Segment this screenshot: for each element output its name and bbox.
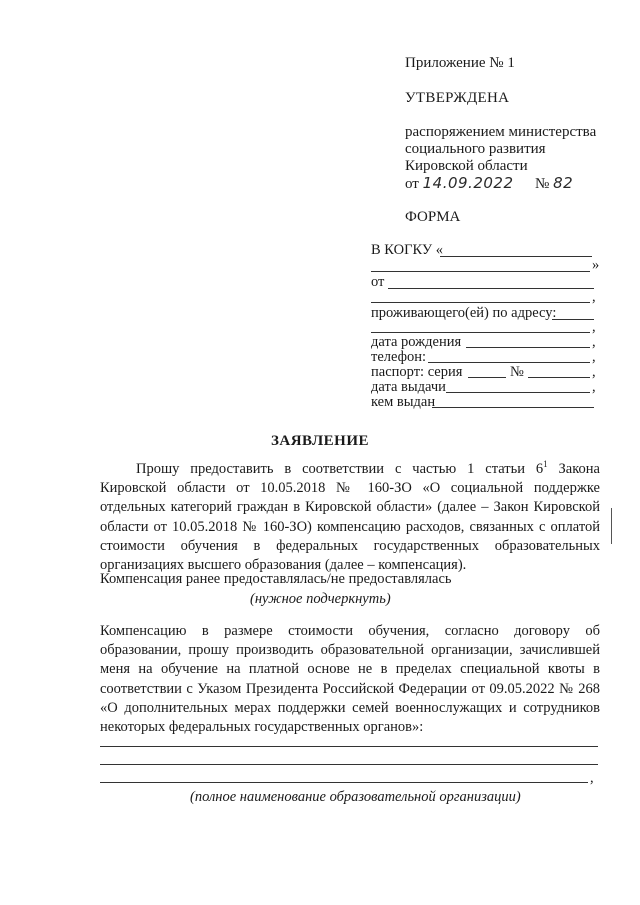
from-comma: , xyxy=(592,289,596,305)
order-line-1: распоряжением министерства xyxy=(405,124,597,140)
issue-date-comma: , xyxy=(592,379,596,395)
address-comma: , xyxy=(592,319,596,335)
phone-field-line[interactable] xyxy=(428,362,590,363)
approved-label: УТВЕРЖДЕНА xyxy=(405,90,510,106)
org-name-line-3[interactable] xyxy=(100,782,588,783)
article-superscript: 1 xyxy=(543,459,548,470)
number-prefix: № xyxy=(535,176,550,192)
passport-label: паспорт: серия xyxy=(371,364,463,380)
address-field-line-2[interactable] xyxy=(371,332,590,333)
from-field-line-2[interactable] xyxy=(371,302,590,303)
org-name-hint: (полное наименование образовательной организации) xyxy=(190,789,521,805)
paragraph-1-part-1: Прошу предоставить в соответствии с частью 1 статьи 6 xyxy=(136,461,544,477)
issue-date-line[interactable] xyxy=(446,392,590,393)
handwritten-date: 14.09.2022 xyxy=(422,174,514,192)
compensation-line: Компенсация ранее предоставлялась/не предоставлялась xyxy=(100,571,452,587)
form-label: ФОРМА xyxy=(405,209,461,225)
order-line-3: Кировской области xyxy=(405,158,528,174)
paragraph-1 xyxy=(100,460,600,575)
org-comma: , xyxy=(590,770,594,786)
org-name-line-1[interactable] xyxy=(100,746,598,747)
passport-comma: , xyxy=(592,364,596,380)
paragraph-1-part-2: Закона Кировской области от 10.05.2018 № 160-ЗО «О социальной поддержке отдельных категорий граждан в Кировской области» (далее – Закон Кировской области от 10.05.2018 № 160-ЗО) компенсацию расходов, связанных с оплатой стоимости обучения в федеральных государственных образовательных организациях высшего образования (далее – компенсация). xyxy=(100,461,600,574)
appendix-label: Приложение № 1 xyxy=(405,55,515,71)
issue-date-label: дата выдачи xyxy=(371,379,446,395)
order-date-line xyxy=(405,174,573,193)
order-line-2: социального развития xyxy=(405,141,546,157)
residing-label: проживающего(ей) по адресу: xyxy=(371,305,557,321)
close-quote: » xyxy=(592,257,600,273)
issued-by-label: кем выдан xyxy=(371,394,436,410)
to-field-line-2[interactable] xyxy=(371,271,590,272)
org-name-line-2[interactable] xyxy=(100,764,598,765)
from-label: от xyxy=(371,274,385,290)
date-prefix: от xyxy=(405,176,419,192)
to-field-line[interactable] xyxy=(440,256,592,257)
birth-comma: , xyxy=(592,334,596,350)
underline-hint: (нужное подчеркнуть) xyxy=(250,591,391,607)
to-label: В КОГКУ « xyxy=(371,242,443,258)
birth-field-line[interactable] xyxy=(466,347,590,348)
document-title: ЗАЯВЛЕНИЕ xyxy=(270,433,370,449)
passport-series-line[interactable] xyxy=(468,377,506,378)
address-field-line[interactable] xyxy=(552,319,594,320)
birth-label: дата рождения xyxy=(371,334,462,350)
phone-label: телефон: xyxy=(371,349,427,365)
handwritten-number: 82 xyxy=(553,174,574,192)
from-field-line[interactable] xyxy=(388,288,594,289)
paragraph-2: Компенсацию в размере стоимости обучения, согласно договору об образовании, прошу производить образовательной организации, зачислившей меня на обучение на платной основе не в пределах специальной квоты в соответствии с Указом Президента Российской Федерации от 09.05.2022 № 268 «О дополнительных мерах поддержки семей военнослужащих и сотрудников некоторых федеральных государственных органов»: xyxy=(100,623,600,736)
margin-mark xyxy=(611,508,612,544)
passport-no-label: № xyxy=(510,364,524,380)
issued-by-line[interactable] xyxy=(432,407,594,408)
passport-number-line[interactable] xyxy=(528,377,590,378)
phone-comma: , xyxy=(592,349,596,365)
